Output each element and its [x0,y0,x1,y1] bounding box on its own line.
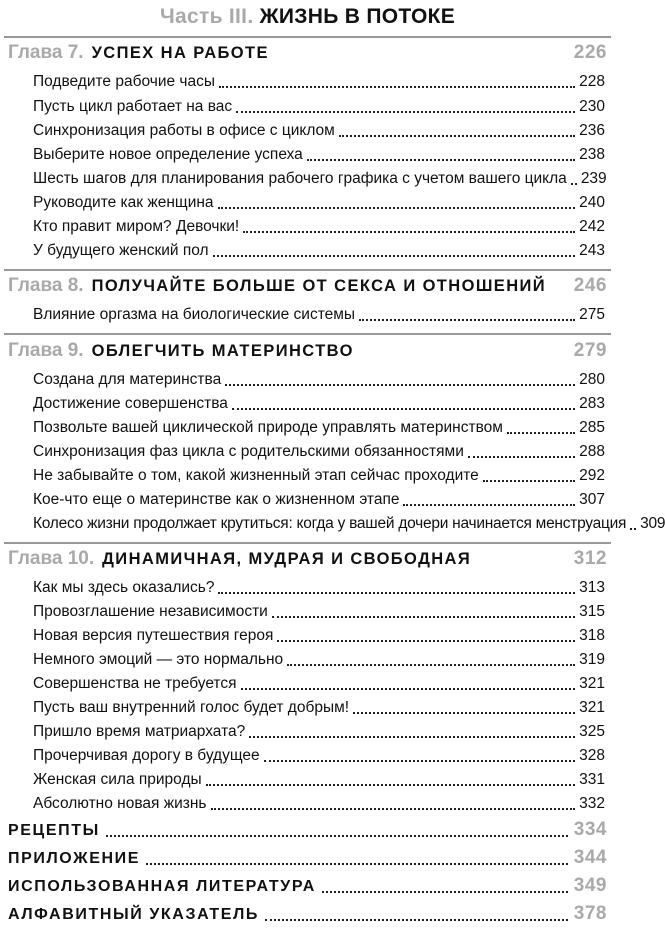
part-label: Часть III. [159,5,254,28]
entry-title: Пусть цикл работает на вас [33,98,233,115]
dot-leader [206,764,575,786]
divider [4,36,611,38]
dot-leader [232,388,575,410]
entry-title: Руководите как женщина [33,194,214,211]
entry-page: 285 [579,419,605,436]
chapter-7-heading[interactable] [8,41,607,65]
dot-leader [211,788,576,810]
entry-page: 309 [640,515,665,532]
entry-page: 238 [579,146,605,163]
divider [4,333,611,335]
entry-page: 325 [579,723,605,740]
entry-title: Синхронизация работы в офисе с циклом [33,122,335,139]
entry-title: Шесть шагов для планирования рабочего графика с учетом вашего цикла [33,170,567,187]
dot-leader [359,299,575,321]
toc-entry[interactable] [33,240,605,262]
entry-title: Пришло время матриархата? [33,723,246,740]
entry-page: 315 [579,603,605,620]
part-name: ЖИЗНЬ В ПОТОКЕ [259,5,456,28]
entry-page: 318 [579,627,605,644]
dot-leader [353,692,575,714]
chapter-8-heading[interactable] [8,274,607,298]
entry-title: Прочерчивая дорогу в будущее [33,747,260,764]
entry-page: 280 [579,371,605,388]
entry-title: Не забывайте о том, какой жизненный этап сейчас проходите [33,467,479,484]
back-matter-page: 378 [573,903,607,924]
dot-leader [218,187,576,209]
chapter-title: УСПЕХ НА РАБОТЕ [91,44,269,62]
entry-page: 319 [579,651,605,668]
entry-title: Подведите рабочие часы [33,73,216,90]
back-matter-title: ИСПОЛЬЗОВАННАЯ ЛИТЕРАТУРА [8,878,316,895]
chapter-page: 226 [573,42,607,63]
chapter-9-heading[interactable] [8,339,607,363]
entry-page: 292 [579,467,605,484]
back-matter-page: 334 [573,819,607,840]
entry-page: 321 [579,675,605,692]
dot-leader [241,668,576,690]
dot-leader [249,716,575,738]
entry-page: 313 [579,579,605,596]
back-matter-page: 344 [573,847,607,868]
toc-entry[interactable] [33,513,665,535]
entry-title: Абсолютно новая жизнь [33,795,207,812]
chapter-label: Глава 10. [8,548,95,569]
entry-page: 288 [579,443,605,460]
back-matter-page: 349 [573,875,607,896]
back-matter-index[interactable] [8,901,607,927]
dot-leader [219,66,575,88]
entry-title: Кое-что еще о материнстве как о жизненном этапе [33,491,400,508]
entry-page: 328 [579,747,605,764]
divider [4,269,611,271]
dot-leader [236,91,575,113]
toc-entry[interactable] [33,304,605,326]
dot-leader [272,596,575,618]
entry-title: Совершенства не требуется [33,675,237,692]
chapter-page: 279 [573,340,607,361]
entry-title: Синхронизация фаз цикла с родительскими обязанностями [33,443,464,460]
dot-leader [243,211,575,233]
entry-page: 236 [579,122,605,139]
entry-title: Пусть ваш внутренний голос будет добрым! [33,699,350,716]
entry-page: 240 [579,194,605,211]
entry-title: Создана для материнства [33,371,222,388]
back-matter-title: РЕЦЕПТЫ [8,822,100,839]
chapter-title: ПОЛУЧАЙТЕ БОЛЬШЕ ОТ СЕКСА И ОТНОШЕНИЙ [91,277,547,295]
entry-page: 242 [579,218,605,235]
chapter-10-heading[interactable] [8,547,607,571]
entry-page: 239 [580,170,607,187]
dot-leader [277,620,575,642]
entry-title: Как мы здесь оказались? [33,579,215,596]
dot-leader [218,572,575,594]
dot-leader [630,508,636,530]
dot-leader [307,139,575,161]
entry-title: Новая версия путешествия героя [33,627,274,644]
entry-title: Колесо жизни продолжает крутиться: когда у вашей дочери начинается менструация [33,515,627,532]
chapter-title: ОБЛЕГЧИТЬ МАТЕРИНСТВО [91,342,354,360]
dot-leader [403,484,575,506]
entry-title: Кто правит миром? Девочки! [33,218,240,235]
toc-entry[interactable] [33,71,605,93]
dot-leader [507,412,575,434]
dot-leader [483,460,575,482]
chapter-page: 312 [573,548,607,569]
back-matter-title: АЛФАВИТНЫЙ УКАЗАТЕЛЬ [8,906,260,923]
dot-leader [146,839,568,865]
entry-page: 243 [579,242,605,259]
dot-leader [106,811,568,837]
entry-title: Достижение совершенства [33,395,228,412]
dot-leader [213,235,576,257]
back-matter-title: ПРИЛОЖЕНИЕ [8,850,140,867]
entry-page: 230 [579,98,605,115]
entry-page: 321 [579,699,605,716]
dot-leader [322,867,568,893]
entry-page: 332 [579,795,605,812]
entry-page: 228 [579,73,605,90]
chapter-label: Глава 9. [8,340,84,361]
part-title [0,4,615,30]
entry-page: 275 [579,306,605,323]
divider [4,542,611,544]
dot-leader [468,436,575,458]
entry-page: 283 [579,395,605,412]
entry-title: Немного эмоций — это нормально [33,651,284,668]
dot-leader [264,740,575,762]
entry-title: У будущего женский пол [33,242,209,259]
toc-entry[interactable] [33,144,605,166]
chapter-label: Глава 8. [8,275,84,296]
entry-title: Влияние оргазма на биологические системы [33,306,356,323]
dot-leader [265,895,568,921]
entry-page: 331 [579,771,605,788]
entry-title: Женская сила природы [33,771,202,788]
toc-entry[interactable] [33,489,605,511]
dot-leader [287,644,575,666]
chapter-page: 246 [573,275,607,296]
entry-page: 307 [579,491,605,508]
dot-leader [571,163,577,185]
entry-title: Позвольте вашей циклической природе управлять материнством [33,419,503,436]
entry-title: Провозглашение независимости [33,603,268,620]
dot-leader [225,364,575,386]
chapter-title: ДИНАМИЧНАЯ, МУДРАЯ И СВОБОДНАЯ [102,550,472,568]
dot-leader [339,115,575,137]
entry-title: Выберите новое определение успеха [33,146,303,163]
chapter-label: Глава 7. [8,42,84,63]
